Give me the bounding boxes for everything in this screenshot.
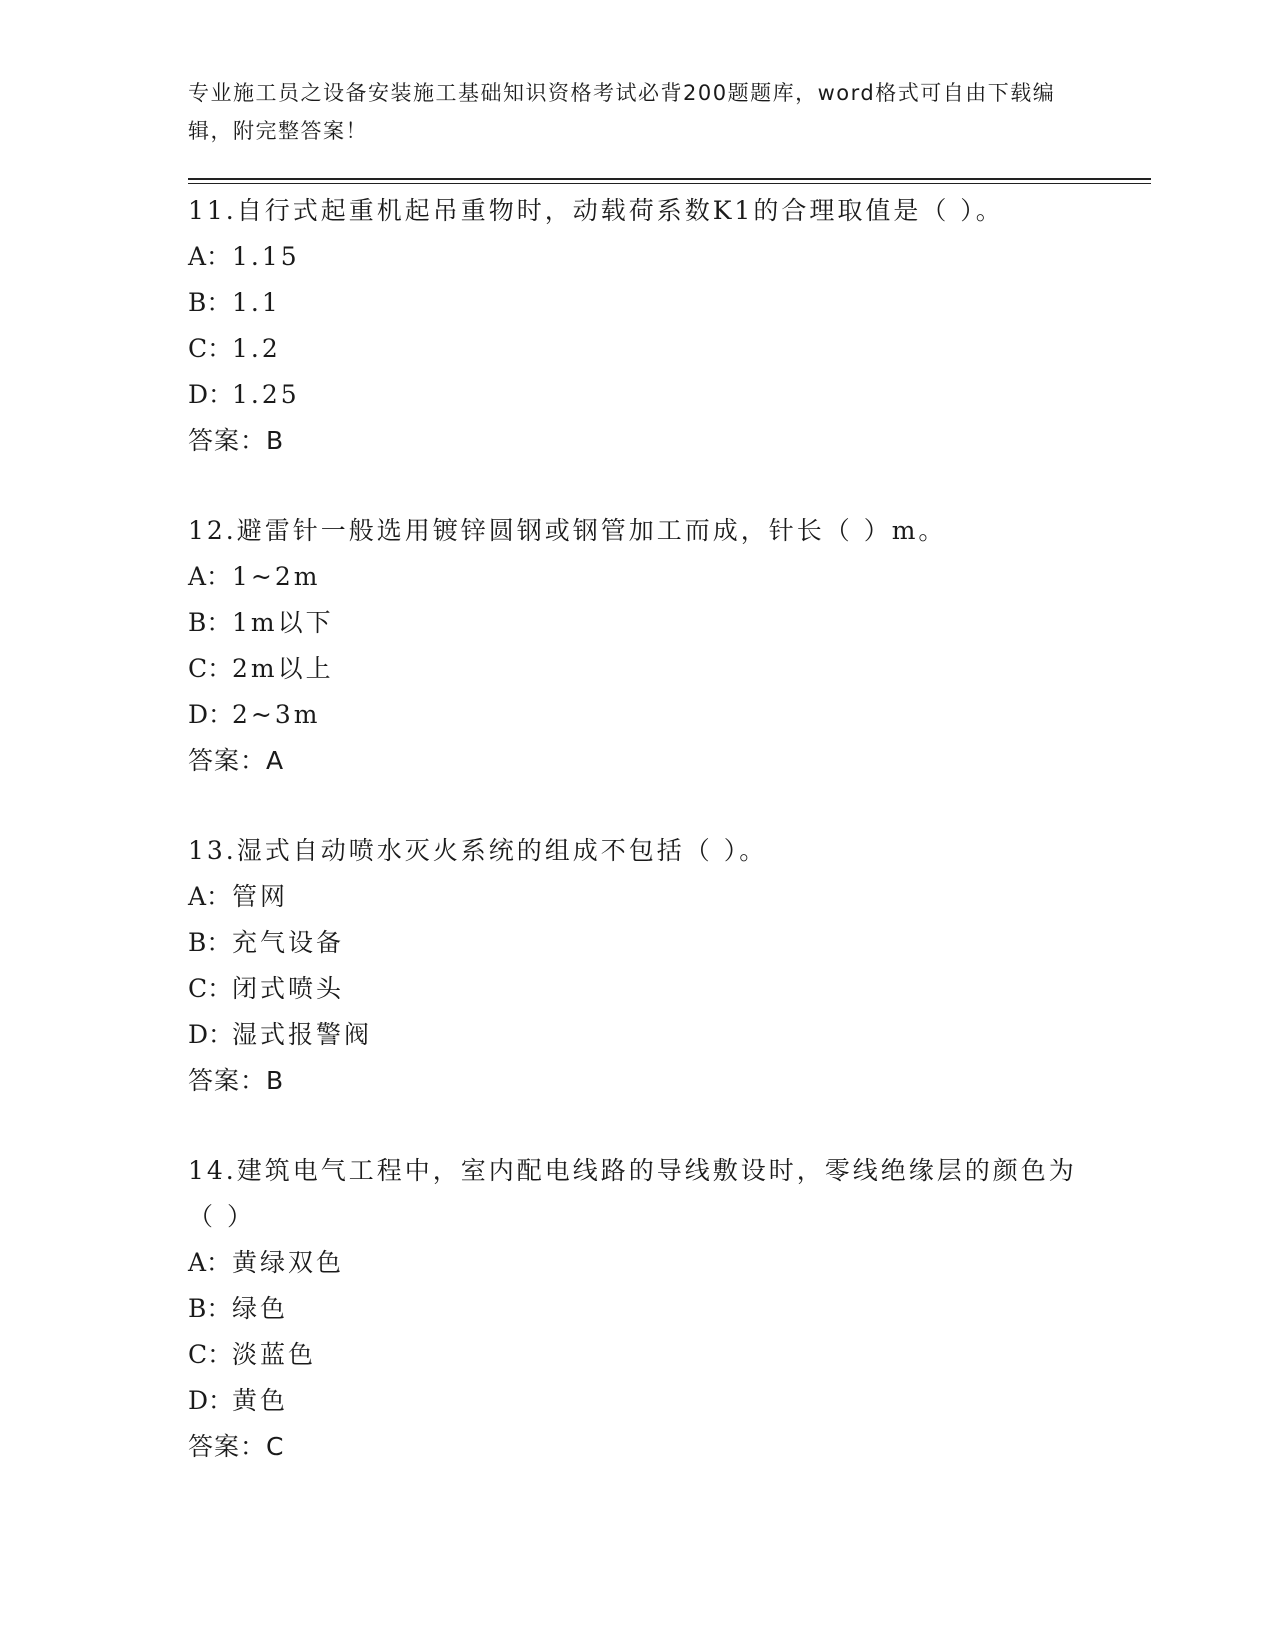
option-value: 2m以上 <box>232 654 334 683</box>
option-value: 1.15 <box>232 242 300 271</box>
option-letter: D： <box>188 380 234 409</box>
answer-line: 答案：B <box>188 426 285 455</box>
option-letter: B： <box>188 608 232 637</box>
option-value: 1~2m <box>232 562 321 591</box>
option-a <box>188 874 1088 920</box>
document-header: 专业施工员之设备安装施工基础知识资格考试必背200题题库，word格式可自由下载编辑，附完整答案！ <box>188 81 1056 143</box>
option-d <box>188 372 1088 418</box>
option-b <box>188 280 1088 326</box>
header-divider-thin <box>188 183 1151 184</box>
question-stem: 13.湿式自动喷水灭火系统的组成不包括（ ）。 <box>188 836 768 865</box>
header-divider-thick <box>188 178 1151 180</box>
option-value: 1.1 <box>232 288 281 317</box>
option-c <box>188 1332 1088 1378</box>
option-value: 1.25 <box>232 380 300 409</box>
question-stem: 14.建筑电气工程中，室内配电线路的导线敷设时，零线绝缘层的颜色为（ ） <box>188 1156 1077 1231</box>
answer-line: 答案：A <box>188 746 285 775</box>
option-letter: B： <box>188 288 232 317</box>
option-c <box>188 646 1088 692</box>
option-value: 黄色 <box>232 1386 289 1415</box>
option-letter: C： <box>188 334 233 363</box>
option-d <box>188 1378 1088 1424</box>
option-a <box>188 1240 1088 1286</box>
option-value: 1.2 <box>232 334 281 363</box>
option-value: 淡蓝色 <box>232 1340 317 1369</box>
question-block <box>188 1148 1088 1470</box>
option-letter: B： <box>188 928 232 957</box>
option-b <box>188 920 1088 966</box>
option-letter: D： <box>188 1020 234 1049</box>
option-letter: A： <box>188 242 232 271</box>
option-d <box>188 692 1088 738</box>
option-letter: D： <box>188 700 234 729</box>
option-b <box>188 1286 1088 1332</box>
option-value: 闭式喷头 <box>232 974 345 1003</box>
option-letter: A： <box>188 1248 232 1277</box>
question-block <box>188 188 1088 464</box>
question-block <box>188 508 1088 784</box>
option-value: 充气设备 <box>232 928 345 957</box>
option-letter: A： <box>188 882 232 911</box>
option-value: 管网 <box>232 882 289 911</box>
option-value: 黄绿双色 <box>232 1248 345 1277</box>
option-c <box>188 326 1088 372</box>
option-a <box>188 554 1088 600</box>
answer-line: 答案：B <box>188 1066 285 1095</box>
answer-line: 答案：C <box>188 1432 285 1461</box>
option-c <box>188 966 1088 1012</box>
option-letter: A： <box>188 562 232 591</box>
option-letter: C： <box>188 974 233 1003</box>
question-stem: 12.避雷针一般选用镀锌圆钢或钢管加工而成，针长（ ）m。 <box>188 516 947 545</box>
question-stem: 11.自行式起重机起吊重物时，动载荷系数K1的合理取值是（ ）。 <box>188 196 1004 225</box>
option-value: 1m以下 <box>232 608 334 637</box>
option-letter: C： <box>188 1340 233 1369</box>
option-value: 2~3m <box>232 700 321 729</box>
option-value: 绿色 <box>232 1294 289 1323</box>
option-d <box>188 1012 1088 1058</box>
option-letter: B： <box>188 1294 232 1323</box>
question-block <box>188 828 1088 1104</box>
option-letter: D： <box>188 1386 234 1415</box>
option-value: 湿式报警阀 <box>232 1020 373 1049</box>
option-a <box>188 234 1088 280</box>
option-b <box>188 600 1088 646</box>
option-letter: C： <box>188 654 233 683</box>
